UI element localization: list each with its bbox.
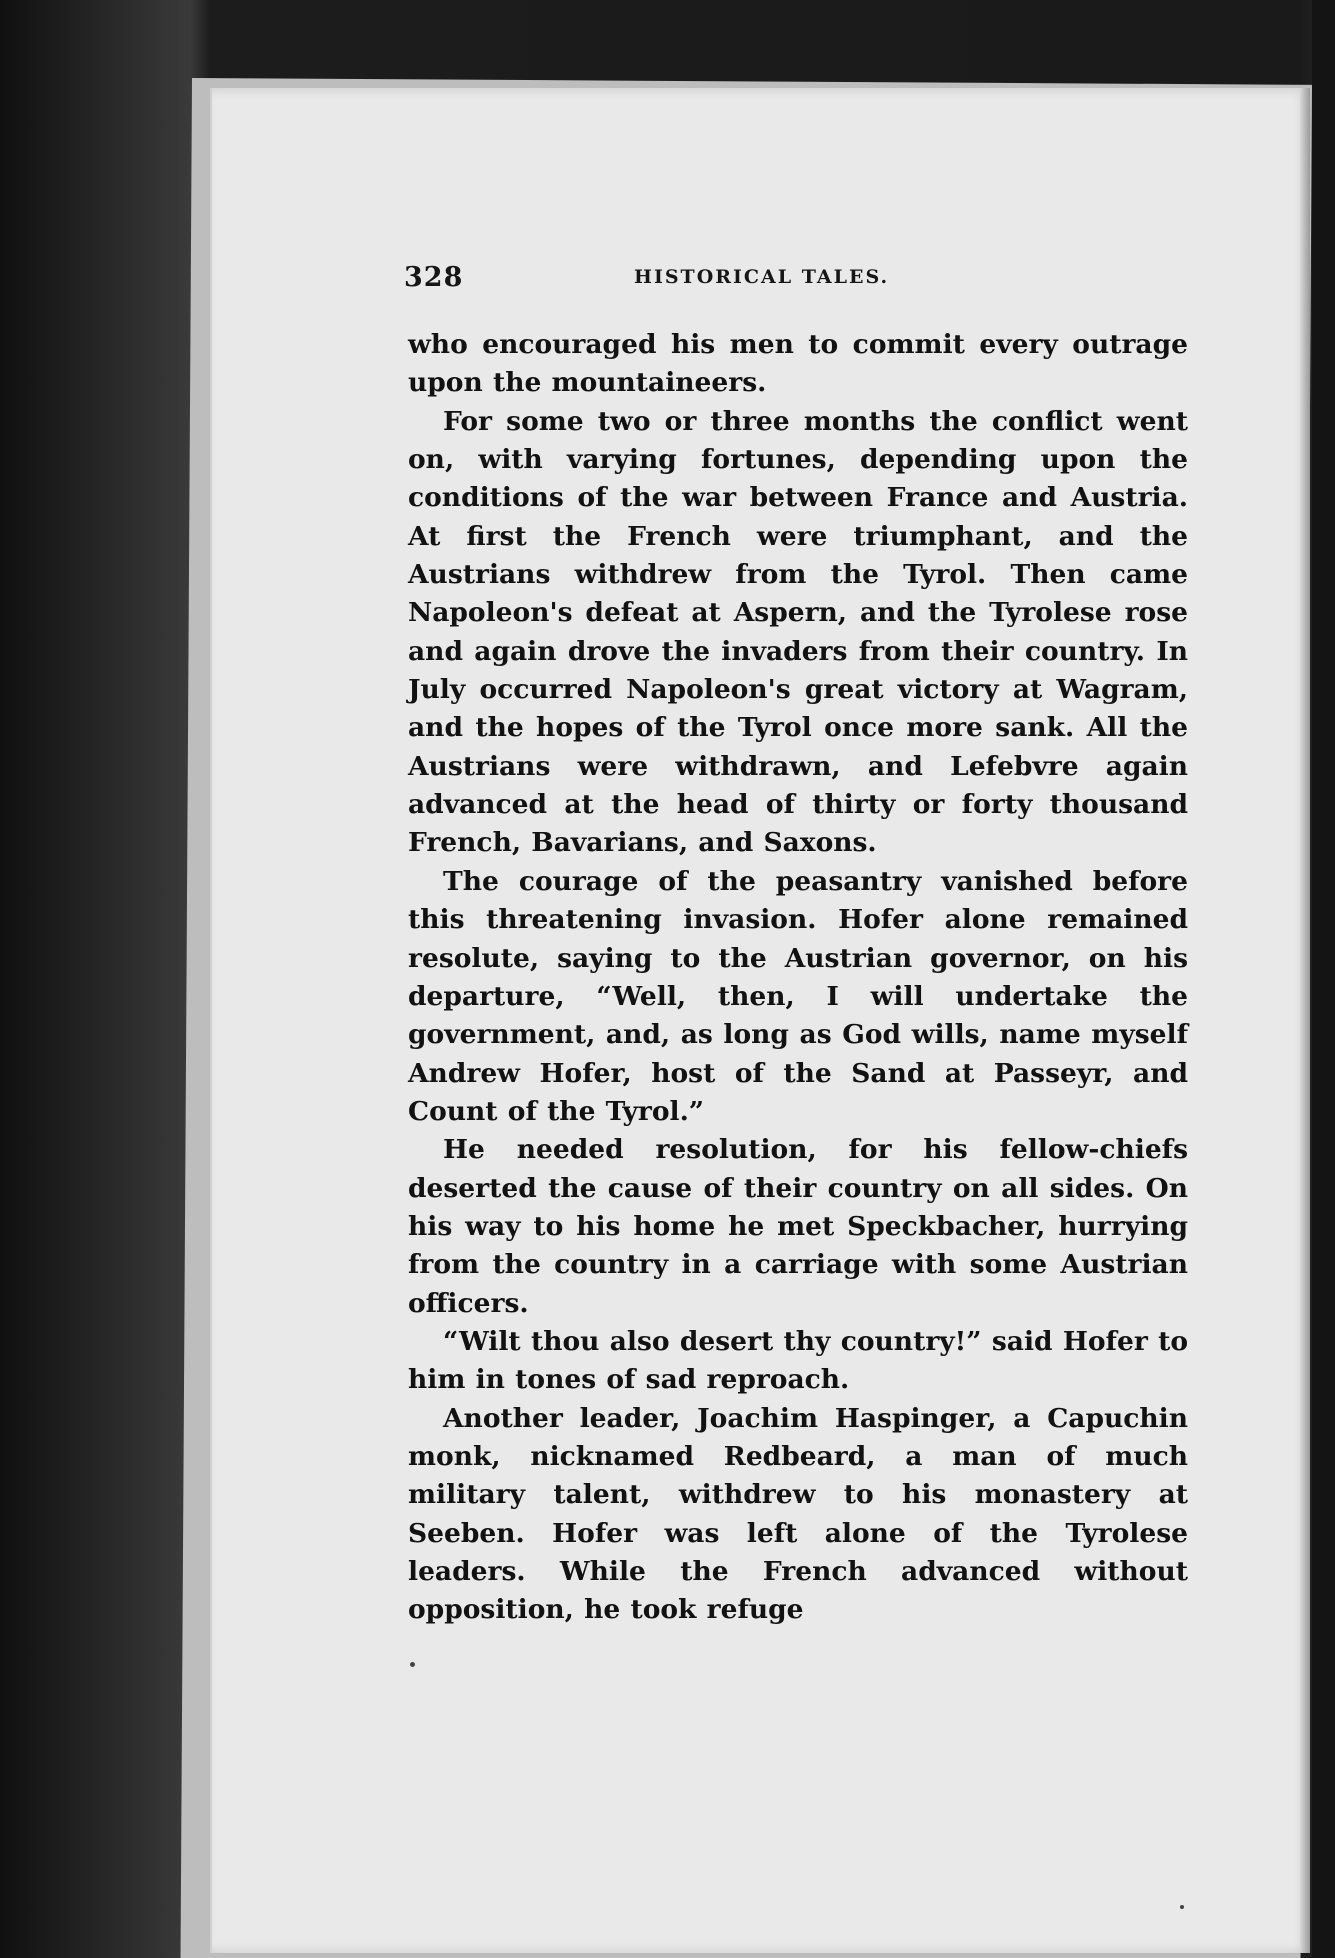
dust-speck	[410, 1662, 415, 1667]
page-header	[404, 262, 1194, 302]
body-text	[408, 326, 1188, 1630]
scan-border	[1312, 0, 1335, 1958]
page-number: 328	[404, 262, 464, 293]
paragraph: For some two or three months the conflict went on, with varying fortunes, depending upon the conditions of the war between France and Austria. At first the French were triumphant, and the Austrians withdrew from the Tyrol. Then came Napoleon's defeat at Aspern, and the Tyrolese rose and again drove the invaders from their country. In July occurred Napoleon's great victory at Wagram, and the hopes of the Tyrol once more sank. All the Austrians were withdrawn, and Lefebvre again advanced at the head of thirty or forty thousand French, Bavarians, and Saxons.	[408, 405, 1188, 859]
paragraph: “Wilt thou also desert thy country!” said Hofer to him in tones of sad reproach.	[408, 1325, 1188, 1396]
paragraph: He needed resolution, for his fellow-chiefs deserted the cause of their country on all sides. On his way to his home he met Speckbacher, hurrying from the country in a carriage with some Austrian officers.	[408, 1134, 1188, 1319]
paragraph: who encouraged his men to commit every outrage upon the mountaineers.	[408, 329, 1188, 399]
facing-page-edge	[1300, 88, 1310, 1953]
running-head: HISTORICAL TALES.	[634, 266, 890, 288]
dust-speck	[1180, 1905, 1184, 1909]
paragraph: The courage of the peasantry vanished before this threatening invasion. Hofer alone remained resolute, saying to the Austrian governor, on his departure, “Well, then, I will undertake the government, and, as long as God wills, name myself Andrew Hofer, host of the Sand at Passeyr, and Count of the Tyrol.”	[408, 865, 1188, 1127]
paragraph: Another leader, Joachim Haspinger, a Capuchin monk, nicknamed Redbeard, a man of much military talent, withdrew to his monastery at Seeben. Hofer was left alone of the Tyrolese leaders. While the French advanced without opposition, he took refuge	[408, 1402, 1188, 1626]
